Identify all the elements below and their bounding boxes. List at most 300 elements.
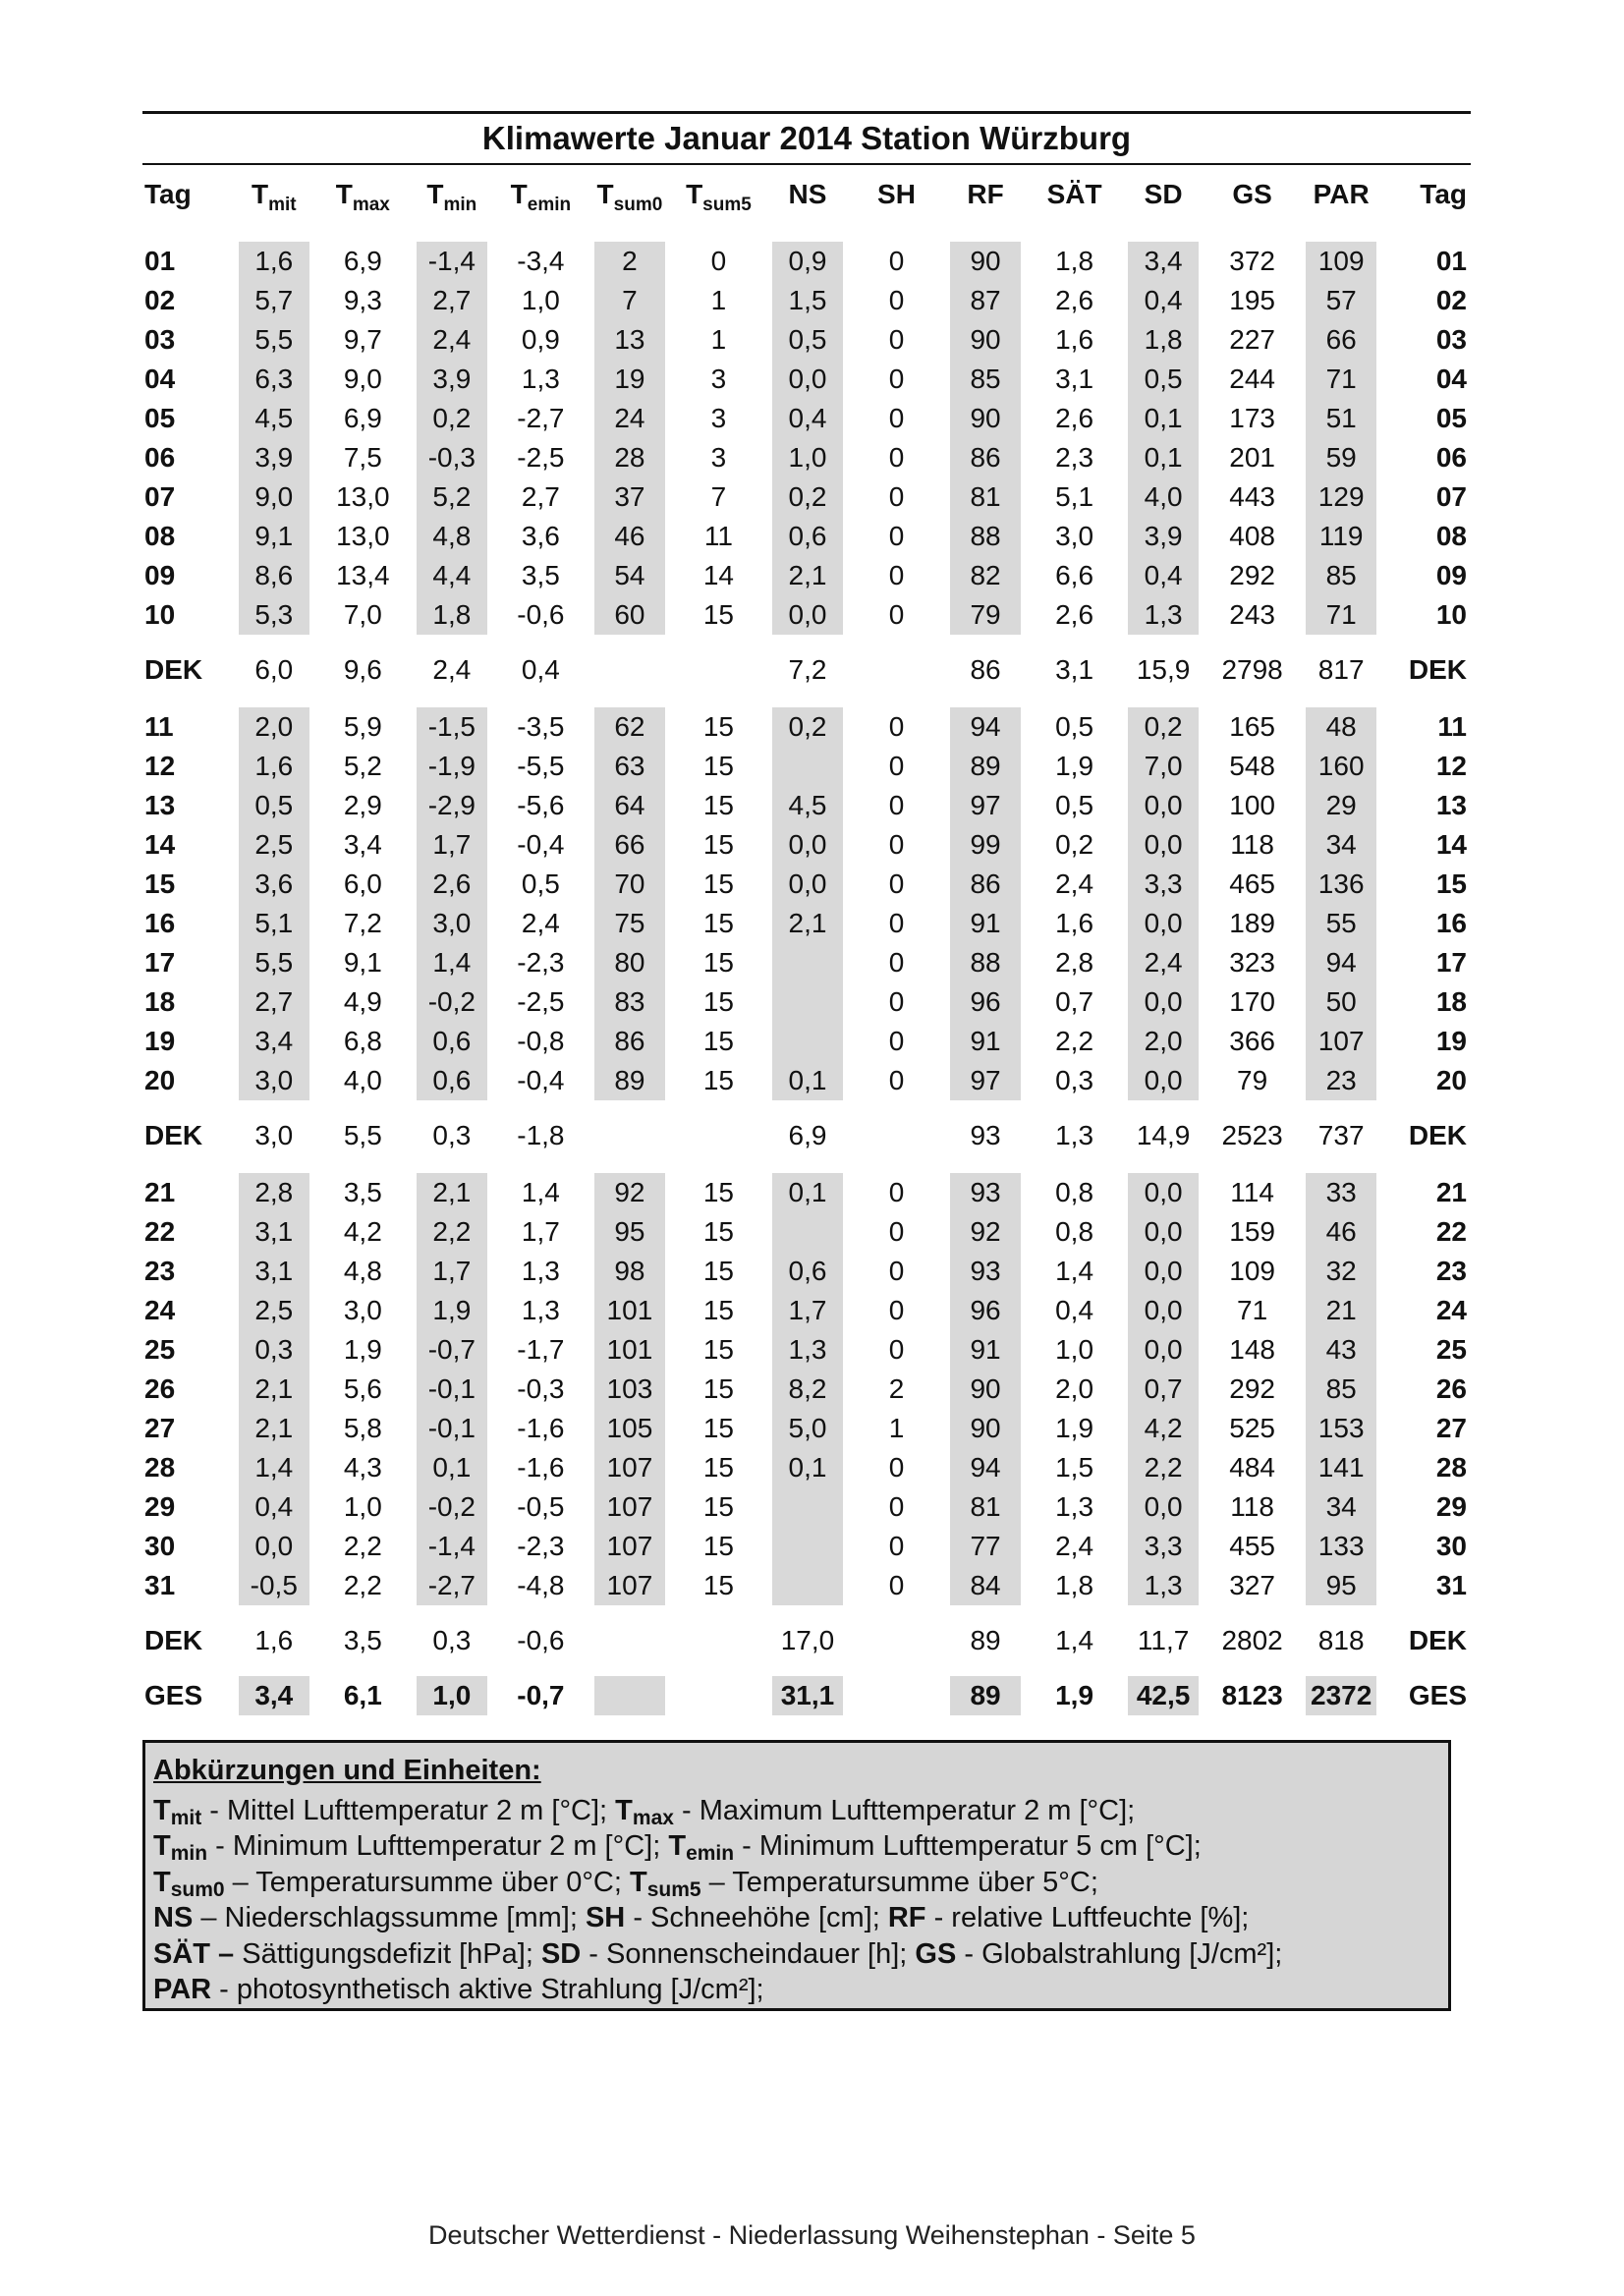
- table-cell: 77: [941, 1527, 1031, 1566]
- table-cell: 7,0: [1119, 747, 1208, 786]
- table-row: [142, 1566, 1471, 1605]
- table-cell: 91: [941, 904, 1031, 943]
- table-cell: 0,2: [1119, 707, 1208, 747]
- table-cell: 1,3: [763, 1330, 853, 1370]
- table-cell: 86: [586, 1022, 675, 1061]
- table-cell: -2,7: [517, 403, 565, 433]
- legend-key-text: NS: [153, 1902, 194, 1933]
- table-cell: 3,1: [230, 1212, 319, 1252]
- table-cell: 15: [702, 947, 735, 978]
- table-cell: 19: [586, 360, 675, 399]
- table-cell: [674, 1116, 763, 1155]
- table-row: [142, 556, 1471, 595]
- table-cell: 15: [702, 1334, 735, 1365]
- table-cell: 1,6: [1055, 908, 1094, 938]
- table-cell: 14: [702, 560, 735, 590]
- table-cell: 3,9: [230, 438, 319, 477]
- table-cell: 0: [888, 908, 905, 938]
- table-cell: [674, 650, 763, 690]
- column-header-label: RF: [967, 179, 1004, 209]
- table-cell-tag-right: 03: [1435, 324, 1467, 355]
- table-cell: -0,2: [408, 982, 497, 1022]
- table-cell: 88: [941, 517, 1031, 556]
- table-cell: 0,4: [230, 1487, 319, 1527]
- table-cell: 7: [710, 481, 727, 512]
- page-footer: Deutscher Wetterdienst - Niederlassung Weihenstephan - Seite 5: [428, 2220, 1196, 2250]
- table-cell: 3: [710, 403, 727, 433]
- table-cell: [763, 982, 853, 1022]
- table-cell: GES: [144, 1680, 203, 1710]
- total-row: [142, 1676, 1471, 1715]
- table-cell: -1,5: [408, 707, 497, 747]
- table-cell: 159: [1229, 1216, 1275, 1247]
- column-header-label: SÄT: [1046, 179, 1102, 209]
- column-header: [586, 165, 675, 224]
- table-cell: 0,3: [432, 1625, 472, 1655]
- table-cell: 59: [1297, 438, 1386, 477]
- table-cell: 0,1: [763, 1448, 853, 1487]
- table-cell: -0,7: [408, 1330, 497, 1370]
- table-cell: 3,9: [408, 360, 497, 399]
- table-cell: 1,9: [1055, 1680, 1094, 1710]
- table-cell: 9,6: [343, 654, 382, 685]
- table-cell: 94: [1297, 943, 1386, 982]
- table-row: [142, 360, 1471, 399]
- table-cell: -2,3: [517, 947, 565, 978]
- table-cell: 99: [941, 825, 1031, 865]
- legend-heading: Abkürzungen und Einheiten:: [153, 1755, 541, 1786]
- table-cell: -0,1: [408, 1370, 497, 1409]
- table-cell: 9,0: [230, 477, 319, 517]
- table-row: [142, 982, 1471, 1022]
- climate-sheet: [142, 111, 1471, 1715]
- table-cell: 1,3: [1119, 595, 1208, 635]
- table-row: [142, 320, 1471, 360]
- table-cell: 5,5: [343, 1120, 382, 1150]
- table-cell: 2,6: [408, 865, 497, 904]
- table-cell: -3,4: [517, 246, 565, 276]
- table-cell: 0,1: [763, 1173, 853, 1212]
- table-cell: 12: [144, 751, 176, 781]
- table-cell: -0,4: [517, 1065, 565, 1095]
- table-cell: 04: [144, 364, 176, 394]
- table-cell: 2: [888, 1373, 905, 1404]
- table-cell: 0: [710, 246, 727, 276]
- table-cell-tag-right: 09: [1435, 560, 1467, 590]
- table-cell: 15: [702, 1026, 735, 1056]
- table-cell: 82: [941, 556, 1031, 595]
- table-cell: 09: [144, 560, 176, 590]
- table-cell: 5,5: [230, 943, 319, 982]
- table-cell: 2,2: [408, 1212, 497, 1252]
- table-cell: 15: [702, 1531, 735, 1561]
- table-cell: 2,4: [408, 320, 497, 360]
- table-cell: 2,0: [1055, 1373, 1094, 1404]
- table-cell: 465: [1229, 868, 1275, 899]
- table-cell: 32: [1297, 1252, 1386, 1291]
- column-header: [1207, 165, 1297, 224]
- table-cell: 01: [144, 246, 176, 276]
- table-cell-tag-right: 18: [1435, 986, 1467, 1017]
- table-row: [142, 1212, 1471, 1252]
- table-cell: 71: [1297, 360, 1386, 399]
- column-header-label: PAR: [1313, 179, 1370, 209]
- table-cell: 2,0: [1119, 1022, 1208, 1061]
- table-cell-tag-right: 16: [1435, 908, 1467, 938]
- table-cell: 94: [941, 707, 1031, 747]
- table-row: [142, 1061, 1471, 1100]
- table-cell: 16: [144, 908, 176, 938]
- table-cell: 81: [941, 477, 1031, 517]
- table-cell: 23: [1297, 1061, 1386, 1100]
- table-cell: 1,4: [408, 943, 497, 982]
- table-cell: [852, 1676, 941, 1715]
- table-cell: 1,3: [521, 364, 560, 394]
- table-cell: 90: [941, 1370, 1031, 1409]
- table-cell: 15: [702, 1413, 735, 1443]
- table-cell: 3,0: [343, 1295, 382, 1325]
- table-cell: 165: [1229, 711, 1275, 742]
- table-row: [142, 786, 1471, 825]
- legend-key-subscript: sum0: [170, 1877, 225, 1901]
- table-cell: 6,3: [230, 360, 319, 399]
- table-cell: 2,1: [230, 1370, 319, 1409]
- table-cell-tag-right: 29: [1435, 1491, 1467, 1522]
- row-spacer: [142, 690, 1471, 707]
- table-cell: 5,5: [230, 320, 319, 360]
- table-cell: [674, 1621, 763, 1660]
- table-cell: 3: [710, 364, 727, 394]
- table-cell: 1: [888, 1413, 905, 1443]
- table-cell: 0: [888, 1295, 905, 1325]
- table-cell: 1,3: [521, 1295, 560, 1325]
- table-row: [142, 1448, 1471, 1487]
- legend-key: [153, 1866, 225, 1901]
- table-cell: 0,1: [1119, 438, 1208, 477]
- table-cell: 15: [702, 1570, 735, 1600]
- table-cell: 0,0: [1119, 1173, 1208, 1212]
- table-cell: 109: [1297, 242, 1386, 281]
- table-cell: 484: [1229, 1452, 1275, 1483]
- table-cell: 3,3: [1119, 1527, 1208, 1566]
- table-cell: 93: [941, 1173, 1031, 1212]
- table-cell: [763, 1527, 853, 1566]
- table-cell: 13,4: [336, 560, 390, 590]
- table-cell: 11: [703, 521, 733, 551]
- table-cell: 107: [586, 1527, 675, 1566]
- table-cell: 0,0: [763, 865, 853, 904]
- table-cell: 0: [888, 947, 905, 978]
- table-cell: 1,0: [1055, 1334, 1094, 1365]
- table-cell: 3,3: [1119, 865, 1208, 904]
- table-cell: 89: [941, 747, 1031, 786]
- legend-key-text: GS: [915, 1937, 957, 1970]
- table-cell: 3,0: [254, 1120, 294, 1150]
- table-cell: 3,6: [521, 521, 560, 551]
- table-cell: 6,0: [254, 654, 294, 685]
- table-row: [142, 1527, 1471, 1566]
- table-cell: 0,0: [763, 825, 853, 865]
- table-cell: 9,3: [343, 285, 382, 315]
- column-header-label: T: [426, 179, 444, 209]
- table-cell: 64: [586, 786, 675, 825]
- table-cell-tag-right: 23: [1435, 1256, 1467, 1286]
- table-cell: 93: [941, 1252, 1031, 1291]
- table-cell-tag-right: 31: [1435, 1570, 1467, 1600]
- table-cell: -2,5: [517, 986, 565, 1017]
- table-cell: 55: [1297, 904, 1386, 943]
- column-header-subscript: emin: [527, 195, 572, 215]
- table-cell: 2,7: [408, 281, 497, 320]
- table-cell: [763, 1566, 853, 1605]
- table-cell: 17,0: [780, 1625, 835, 1655]
- table-cell: 0: [888, 1491, 905, 1522]
- table-cell: 0,0: [230, 1527, 319, 1566]
- table-cell: [586, 1116, 675, 1155]
- table-cell: [586, 1676, 675, 1715]
- table-cell-tag-right: DEK: [1408, 1120, 1467, 1150]
- table-cell: 5,8: [343, 1413, 382, 1443]
- table-cell: 3,1: [1055, 654, 1094, 685]
- table-cell: 34: [1297, 825, 1386, 865]
- legend-key: [629, 1866, 701, 1901]
- table-cell: -1,9: [408, 747, 497, 786]
- table-cell: 0: [888, 1026, 905, 1056]
- table-cell: [763, 1022, 853, 1061]
- table-cell: 195: [1229, 285, 1275, 315]
- table-cell: 2798: [1221, 654, 1283, 685]
- table-cell: 1,4: [230, 1448, 319, 1487]
- legend-line: [153, 1828, 1440, 1865]
- table-cell: 2,4: [1055, 868, 1094, 899]
- table-cell: 0,2: [408, 399, 497, 438]
- table-cell: 1,6: [1055, 324, 1094, 355]
- table-cell: 2,8: [1055, 947, 1094, 978]
- table-cell: -1,4: [408, 1527, 497, 1566]
- table-cell: 1,4: [1055, 1256, 1094, 1286]
- column-header-label: Tag: [1420, 179, 1467, 209]
- table-cell: 243: [1229, 599, 1275, 630]
- table-cell: 15: [702, 1065, 735, 1095]
- table-cell: 71: [1297, 595, 1386, 635]
- table-cell: 0: [888, 481, 905, 512]
- table-cell: 0: [888, 324, 905, 355]
- table-cell: 3,6: [230, 865, 319, 904]
- table-cell: 6,1: [343, 1680, 382, 1710]
- table-cell: 292: [1229, 1373, 1275, 1404]
- column-header: [142, 165, 230, 224]
- legend-description: – Temperatursumme über 0°C;: [224, 1866, 630, 1898]
- legend-key-text: T: [153, 1830, 171, 1862]
- table-cell: 33: [1297, 1173, 1386, 1212]
- table-cell: 0: [888, 1531, 905, 1561]
- table-cell: 2,3: [1055, 442, 1094, 473]
- table-cell: 0: [888, 1452, 905, 1483]
- table-cell: 14: [144, 829, 176, 860]
- table-cell: 57: [1297, 281, 1386, 320]
- table-cell: 366: [1229, 1026, 1275, 1056]
- table-cell: -0,2: [408, 1487, 497, 1527]
- table-cell: 10: [144, 599, 176, 630]
- table-cell: 95: [1297, 1566, 1386, 1605]
- table-cell: 327: [1229, 1570, 1275, 1600]
- legend-key-text: T: [615, 1794, 633, 1826]
- table-cell: 443: [1229, 481, 1275, 512]
- table-cell: 89: [941, 1676, 1031, 1715]
- table-cell: 1,3: [1119, 1566, 1208, 1605]
- table-cell: DEK: [144, 1625, 203, 1655]
- column-header: [1297, 165, 1386, 224]
- table-cell: 84: [941, 1566, 1031, 1605]
- column-header-label: NS: [788, 179, 827, 209]
- table-cell: 22: [144, 1216, 176, 1247]
- table-cell: 1: [710, 285, 727, 315]
- table-cell: 0,0: [1119, 1330, 1208, 1370]
- table-cell: 24: [586, 399, 675, 438]
- table-cell: 85: [941, 360, 1031, 399]
- legend-description: – Niederschlagssumme [mm];: [193, 1902, 586, 1933]
- table-cell: 46: [1297, 1212, 1386, 1252]
- table-cell: 0,0: [1119, 1291, 1208, 1330]
- table-cell: 81: [941, 1487, 1031, 1527]
- table-row: [142, 242, 1471, 281]
- column-header: [408, 165, 497, 224]
- table-cell: 1,7: [763, 1291, 853, 1330]
- column-header: [230, 165, 319, 224]
- table-cell: 2372: [1297, 1676, 1386, 1715]
- legend-key-text: T: [153, 1794, 171, 1826]
- table-cell: [852, 1116, 941, 1155]
- decade-summary-row: [142, 1116, 1471, 1155]
- table-cell: 1,3: [521, 1256, 560, 1286]
- table-cell: 0,0: [1119, 1252, 1208, 1291]
- table-cell: 1,6: [254, 1625, 294, 1655]
- table-row: [142, 399, 1471, 438]
- row-spacer: [142, 1155, 1471, 1173]
- table-cell: -2,3: [517, 1531, 565, 1561]
- table-cell: 15: [702, 711, 735, 742]
- legend-description: - photosynthetisch aktive Strahlung [J/cm²];: [211, 1974, 764, 2005]
- column-header-label: T: [510, 179, 528, 209]
- column-header: [1030, 165, 1119, 224]
- table-cell: [763, 943, 853, 982]
- table-row: [142, 707, 1471, 747]
- table-cell: 8,6: [230, 556, 319, 595]
- table-cell: 0: [888, 246, 905, 276]
- table-cell: 0,6: [763, 517, 853, 556]
- legend-key-subscript: max: [632, 1806, 674, 1829]
- table-cell: 0: [888, 403, 905, 433]
- table-cell: 3,4: [343, 829, 382, 860]
- table-cell: -0,3: [408, 438, 497, 477]
- table-cell: 0,3: [230, 1330, 319, 1370]
- table-cell: 98: [586, 1252, 675, 1291]
- table-cell: 3,5: [343, 1625, 382, 1655]
- table-cell: 8123: [1221, 1680, 1283, 1710]
- table-cell: 2,1: [408, 1173, 497, 1212]
- table-cell: -1,8: [517, 1120, 565, 1150]
- table-cell: 1,8: [1055, 1570, 1094, 1600]
- legend-key-subscript: emin: [686, 1842, 735, 1865]
- legend-description: - Minimum Lufttemperatur 5 cm [°C];: [734, 1830, 1202, 1862]
- table-cell: 0,4: [1119, 281, 1208, 320]
- table-row: [142, 477, 1471, 517]
- table-cell: 101: [586, 1291, 675, 1330]
- table-cell: 2: [586, 242, 675, 281]
- table-cell: 7,5: [343, 442, 382, 473]
- table-cell-tag-right: 25: [1435, 1334, 1467, 1365]
- column-header-subscript: mit: [268, 195, 297, 215]
- table-cell-tag-right: 10: [1435, 599, 1467, 630]
- table-cell-tag-right: 27: [1435, 1413, 1467, 1443]
- table-cell: 50: [1297, 982, 1386, 1022]
- column-header: [941, 165, 1031, 224]
- table-cell-tag-right: 04: [1435, 364, 1467, 394]
- table-cell: 141: [1297, 1448, 1386, 1487]
- table-row: [142, 1173, 1471, 1212]
- table-cell: -1,6: [517, 1452, 565, 1483]
- table-cell: 6,0: [343, 868, 382, 899]
- table-cell: 5,6: [343, 1373, 382, 1404]
- table-cell: 292: [1229, 560, 1275, 590]
- column-header-label: T: [251, 179, 269, 209]
- table-cell: 0,1: [408, 1448, 497, 1487]
- legend-description: - Schneehöhe [cm];: [625, 1902, 888, 1933]
- table-cell: 85: [1297, 1370, 1386, 1409]
- table-cell: 63: [586, 747, 675, 786]
- table-cell: 90: [941, 399, 1031, 438]
- table-cell-tag-right: 02: [1435, 285, 1467, 315]
- table-cell: 15: [702, 986, 735, 1017]
- legend-box: [142, 1740, 1451, 2011]
- table-cell: 46: [586, 517, 675, 556]
- table-cell: DEK: [144, 654, 203, 685]
- table-cell: 19: [144, 1026, 176, 1056]
- table-cell: 0: [888, 442, 905, 473]
- table-cell: 0,0: [1119, 1212, 1208, 1252]
- table-cell: 2,1: [230, 1409, 319, 1448]
- table-cell: 5,7: [230, 281, 319, 320]
- table-cell-tag-right: 19: [1435, 1026, 1467, 1056]
- table-cell: 4,9: [343, 986, 382, 1017]
- table-cell: 244: [1229, 364, 1275, 394]
- legend-line: [153, 1900, 1440, 1936]
- table-cell: 13,0: [336, 521, 390, 551]
- table-cell: 7,2: [343, 908, 382, 938]
- table-cell: 0,5: [763, 320, 853, 360]
- table-cell: 1,3: [1055, 1491, 1094, 1522]
- table-cell-tag-right: 24: [1435, 1295, 1467, 1325]
- table-cell: -0,5: [230, 1566, 319, 1605]
- table-cell: 89: [970, 1625, 1001, 1655]
- table-cell: 0,0: [1119, 786, 1208, 825]
- table-cell: 2,6: [1055, 403, 1094, 433]
- table-cell: [763, 1212, 853, 1252]
- legend-key-subscript: mit: [170, 1806, 202, 1829]
- table-cell: 0,0: [763, 595, 853, 635]
- table-cell: 0,4: [521, 654, 560, 685]
- table-cell: 1,4: [521, 1177, 560, 1207]
- table-cell: 118: [1230, 829, 1274, 860]
- table-cell: 0: [888, 1177, 905, 1207]
- table-row: [142, 1252, 1471, 1291]
- table-cell: 0,2: [763, 477, 853, 517]
- table-cell: -0,6: [517, 599, 565, 630]
- table-cell: 1,3: [1055, 1120, 1094, 1150]
- table-cell: 1,0: [343, 1491, 382, 1522]
- table-cell: 79: [1237, 1065, 1268, 1095]
- table-cell: 90: [941, 242, 1031, 281]
